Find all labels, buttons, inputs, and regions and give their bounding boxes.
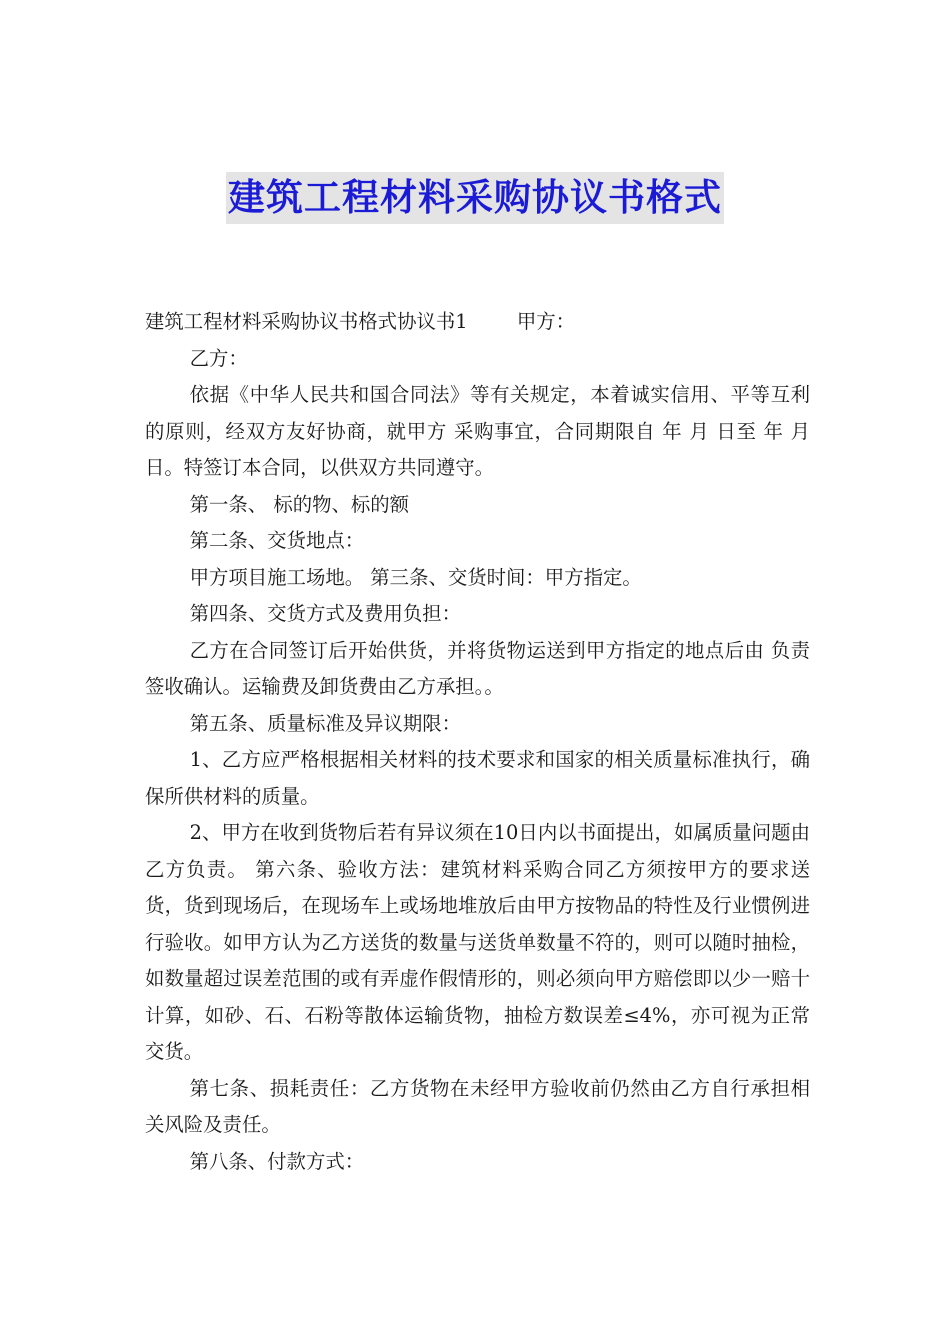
title-container — [0, 172, 950, 224]
paragraph-delivery-site: 甲方项目施工场地。 第三条、交货时间：甲方指定。 — [189, 565, 642, 589]
document-body — [145, 304, 817, 1180]
paragraph-article-7: 第七条、损耗责任：乙方货物在未经甲方验收前仍然由乙方自行承担相关风险及责任。 — [145, 1076, 810, 1136]
paragraph-article-5: 第五条、质量标准及异议期限： — [189, 711, 462, 735]
paragraph-party-b: 乙方： — [189, 346, 248, 370]
paragraph-delivery-terms: 乙方在合同签订后开始供货，并将货物运送到甲方指定的地点后由 负责签收确认。运输费及卸货费由乙方承担。。 — [145, 638, 810, 698]
document-title: 建筑工程材料采购协议书格式 — [226, 172, 724, 224]
paragraph-quality-2: 2、甲方在收到货物后若有异议须在10日内以书面提出，如属质量问题由乙方负责。 第六条、验收方法：建筑材料采购合同乙方须按甲方的要求送货，货到现场后，在现场车上或场地堆放后由甲方按物品的特性及行业惯例进行验收。如甲方认为乙方送货的数量与送货单数量不符的，则可以随时抽检，如数量超过误差范围的或有弄虚作假情形的，则必须向甲方赔偿即以少一赔十计算，如砂、石、石粉等散体运输货物，抽检方数误差≤4%，亦可视为正常交货。 — [145, 821, 810, 1063]
paragraph-article-8: 第八条、付款方式： — [189, 1149, 365, 1173]
paragraph-quality-1: 1、乙方应严格根据相关材料的技术要求和国家的相关质量标准执行，确保所供材料的质量。 — [145, 748, 810, 808]
paragraph-article-2: 第二条、交货地点： — [189, 529, 365, 552]
paragraph-intro: 建筑工程材料采购协议书格式协议书1 甲方： — [145, 310, 576, 333]
paragraph-article-4: 第四条、交货方式及费用负担： — [189, 602, 462, 625]
paragraph-article-1: 第一条、 标的物、标的额 — [189, 492, 410, 516]
paragraph-basis: 依据《中华人民共和国合同法》等有关规定，本着诚实信用、平等互利的原则，经双方友好协商，就甲方 采购事宜，合同期限自 年 月 日至 年 月 日。特签订本合同，以供双方共同遵守。 — [145, 383, 817, 479]
